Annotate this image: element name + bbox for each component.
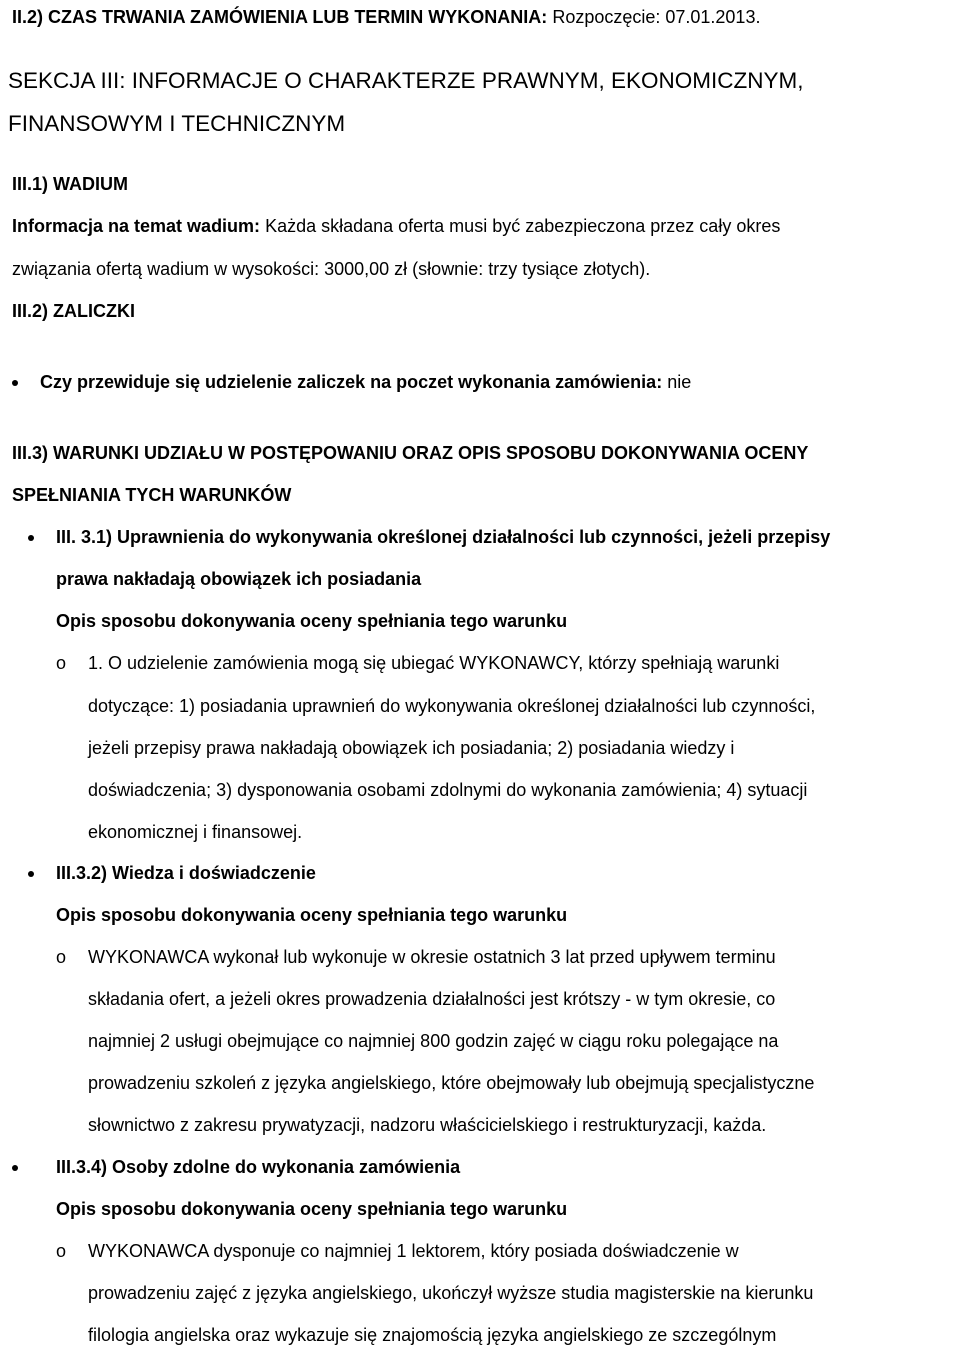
item1-text-line: 1. O udzielenie zamówienia mogą się ubiegać WYKONAWCY, którzy spełniają warunki bbox=[88, 653, 780, 673]
item1-text-line: dotyczące: 1) posiadania uprawnień do wykonywania określonej działalności lub czynności, bbox=[88, 696, 816, 716]
duration-line bbox=[12, 6, 760, 28]
section-title-line2: FINANSOWYM I TECHNICZNYM bbox=[8, 111, 346, 136]
item1-text-line: doświadczenia; 3) dysponowania osobami zdolnymi do wykonania zamówienia; 4) sytuacji bbox=[88, 780, 808, 800]
item2-subtitle: Opis sposobu dokonywania oceny spełniania tego warunku bbox=[56, 905, 568, 925]
warunki-heading-line2: SPEŁNIANIA TYCH WARUNKÓW bbox=[12, 485, 292, 505]
bullet-icon bbox=[28, 535, 34, 541]
item3-text-line: prowadzeniu zajęć z języka angielskiego, ukończył wyższe studia magisterskie na kierunku bbox=[88, 1283, 814, 1303]
wadium-line1 bbox=[12, 215, 780, 237]
item2-text-line: składania ofert, a jeżeli okres prowadzenia działalności jest krótszy - w tym okresie, co bbox=[88, 989, 776, 1009]
bullet-icon bbox=[12, 1165, 18, 1171]
warunki-heading-line1: III.3) WARUNKI UDZIAŁU W POSTĘPOWANIU ORAZ OPIS SPOSOBU DOKONYWANIA OCENY bbox=[12, 443, 809, 463]
item1-text-line: ekonomicznej i finansowej. bbox=[88, 822, 303, 842]
item3-subtitle: Opis sposobu dokonywania oceny spełniania tego warunku bbox=[56, 1199, 568, 1219]
item3-text-line: filologia angielska oraz wykazuje się znajomością języka angielskiego ze szczególnym bbox=[88, 1325, 777, 1345]
duration-label: II.2) CZAS TRWANIA ZAMÓWIENIA LUB TERMIN WYKONANIA: bbox=[12, 7, 548, 27]
zaliczki-question: Czy przewiduje się udzielenie zaliczek na poczet wykonania zamówienia: bbox=[40, 372, 663, 392]
item2-text-line: prowadzeniu szkoleń z języka angielskiego, które obejmowały lub obejmują specjalistyczne bbox=[88, 1073, 815, 1093]
item2-text-line: WYKONAWCA wykonał lub wykonuje w okresie ostatnich 3 lat przed upływem terminu bbox=[88, 947, 776, 967]
zaliczki-question-line bbox=[40, 371, 691, 393]
zaliczki-answer: nie bbox=[662, 372, 692, 392]
item1-title-line1: III. 3.1) Uprawnienia do wykonywania określonej działalności lub czynności, jeżeli przepisy bbox=[56, 527, 831, 547]
wadium-line2: związania ofertą wadium w wysokości: 3000,00 zł (słownie: trzy tysiące złotych). bbox=[12, 259, 651, 279]
zaliczki-heading: III.2) ZALICZKI bbox=[12, 301, 135, 321]
bullet-icon bbox=[12, 380, 18, 386]
item1-marker: o bbox=[56, 653, 67, 673]
wadium-heading: III.1) WADIUM bbox=[12, 174, 128, 194]
item2-marker: o bbox=[56, 947, 67, 967]
item3-marker: o bbox=[56, 1241, 67, 1261]
wadium-text1: Każda składana oferta musi być zabezpieczona przez cały okres bbox=[260, 216, 781, 236]
item3-title: III.3.4) Osoby zdolne do wykonania zamówienia bbox=[56, 1157, 461, 1177]
item1-text-line: jeżeli przepisy prawa nakładają obowiązek ich posiadania; 2) posiadania wiedzy i bbox=[88, 738, 735, 758]
wadium-label: Informacja na temat wadium: bbox=[12, 216, 261, 236]
section-title-line1: SEKCJA III: INFORMACJE O CHARAKTERZE PRAWNYM, EKONOMICZNYM, bbox=[8, 68, 804, 93]
item3-text-line: WYKONAWCA dysponuje co najmniej 1 lektorem, który posiada doświadczenie w bbox=[88, 1241, 739, 1261]
item2-text-line: słownictwo z zakresu prywatyzacji, nadzoru właścicielskiego i restrukturyzacji, każda. bbox=[88, 1115, 767, 1135]
bullet-icon bbox=[28, 871, 34, 877]
duration-value: Rozpoczęcie: 07.01.2013. bbox=[547, 7, 761, 27]
item1-title-line2: prawa nakładają obowiązek ich posiadania bbox=[56, 569, 422, 589]
item1-subtitle: Opis sposobu dokonywania oceny spełniania tego warunku bbox=[56, 611, 568, 631]
item2-title: III.3.2) Wiedza i doświadczenie bbox=[56, 863, 316, 883]
item2-text-line: najmniej 2 usługi obejmujące co najmniej 800 godzin zajęć w ciągu roku polegające na bbox=[88, 1031, 779, 1051]
